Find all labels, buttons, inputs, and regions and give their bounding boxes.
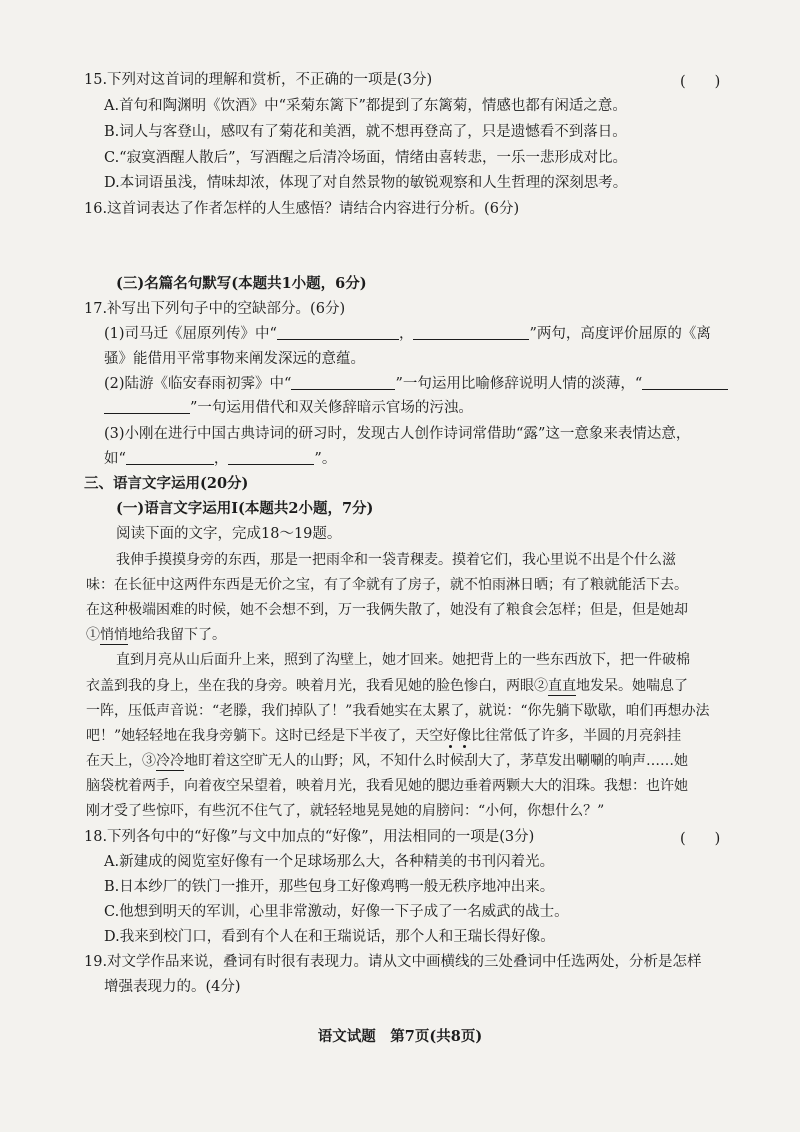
q17-item3-text-b: 如“ — [104, 451, 126, 467]
q17-item3-text-c: ， — [213, 451, 229, 467]
q18-answer-parentheses: ( ) — [680, 831, 721, 847]
passage-p2-line2-b: 地发呆。她喘息了 — [576, 678, 688, 694]
q17-item1-line2: 骚》能借用平常事物来阐发深远的意蕴。 — [104, 351, 365, 367]
passage-p2-line5-b: 地盯着这空旷无人的山野；风，不知什么时候刮大了，茅草发出唰唰的响声……她 — [184, 753, 688, 769]
q17-item3-text-d: ”。 — [314, 451, 337, 467]
passage-p2-line1: 直到月亮从山后面升上来，照到了沟壁上，她才回来。她把背上的一些东西放下，把一件破棉 — [116, 652, 690, 668]
q15-option-c: C.“寂寞酒醒人散后”，写酒醒之后清冷场面，情绪由喜转悲，一乐一悲形成对比。 — [104, 150, 628, 166]
q15-stem: 15.下列对这首词的理解和赏析，不正确的一项是(3分) — [84, 72, 433, 88]
dotted-word-xiang: 像 — [457, 728, 472, 744]
passage-p1-line1: 我伸手摸摸身旁的东西，那是一把雨伞和一袋青稞麦。摸着它们，我心里说不出是个什么滋 — [116, 552, 676, 568]
q18-option-d: D.我来到校门口，看到有个人在和王瑞说话，那个人和王瑞长得好像。 — [104, 929, 555, 945]
q15-option-b: B.词人与客登山，感叹有了菊花和美酒，就不想再登高了，只是遗憾看不到落日。 — [104, 124, 627, 140]
passage-p1-line2: 味：在长征中这两件东西是无价之宝，有了伞就有了房子，就不怕雨淋日晒；有了粮就能活下去。 — [86, 577, 688, 593]
marker-2: ② — [534, 678, 548, 694]
reading-intro: 阅读下面的文字，完成18～19题。 — [116, 526, 342, 542]
q17-item2-text-a: (2)陆游《临安春雨初霁》中“ — [104, 376, 292, 392]
q17-blank-1[interactable] — [277, 324, 399, 340]
q17-blank-5[interactable] — [126, 449, 214, 465]
q18-option-a: A.新建成的阅览室好像有一个足球场那么大，各种精美的书刊闪着光。 — [104, 854, 555, 870]
passage-p2-line2 — [86, 676, 688, 696]
q17-item2-line1 — [104, 374, 728, 394]
q19-stem-line1: 19.对文学作品来说，叠词有时很有表现力。请从文中画横线的三处叠词中任选两处，分析是怎样 — [84, 954, 702, 970]
underlined-reduplication-2: 直直 — [548, 678, 576, 694]
q18-stem: 18.下列各句中的“好像”与文中加点的“好像”，用法相同的一项是(3分) — [84, 829, 535, 845]
q18-option-b: B.日本纱厂的铁门一推开，那些包身工好像鸡鸭一般无秩序地冲出来。 — [104, 879, 555, 895]
q17-item3-line1: (3)小刚在进行中国古典诗词的研习时，发现古人创作诗词常借助“露”这一意象来表情达意， — [104, 426, 691, 442]
marker-1: ① — [86, 627, 100, 643]
q17-stem: 17.补写出下列句子中的空缺部分。(6分) — [84, 301, 346, 317]
part3-heading: 三、语言文字运用(20分) — [84, 475, 249, 492]
passage-p2-line6: 脑袋枕着两手，向着夜空呆望着，映着月光，我看见她的腮边垂着两颗大大的泪珠。我想：也许她 — [86, 778, 688, 794]
q15-option-a: A.首句和陶渊明《饮酒》中“采菊东篱下”都提到了东篱菊，情感也都有闲适之意。 — [104, 98, 627, 114]
q17-item2-line2 — [104, 398, 473, 418]
q17-item1-text-b: ， — [398, 326, 414, 342]
q18-option-c: C.他想到明天的军训，心里非常激动，好像一下子成了一名威武的战士。 — [104, 904, 569, 920]
section-famous-quotes-heading: (三)名篇名句默写(本题共1小题，6分) — [116, 275, 367, 292]
q16-stem: 16.这首词表达了作者怎样的人生感悟？请结合内容进行分析。(6分) — [84, 201, 520, 217]
dotted-word-hao: 好 — [443, 728, 458, 744]
q17-item3-line2 — [104, 449, 336, 469]
underlined-reduplication-3: 冷冷 — [156, 753, 184, 769]
passage-p2-line5 — [86, 751, 688, 771]
passage-p2-line4 — [86, 726, 681, 746]
q17-item1-line1 — [104, 324, 711, 344]
passage-p1-line3: 在这种极端困难的时候，她不会想不到，万一我俩失散了，她没有了粮食会怎样；但是，但是她却 — [86, 602, 688, 618]
q15-option-d: D.本词语虽浅，情味却浓，体现了对自然景物的敏锐观察和人生哲理的深刻思考。 — [104, 175, 628, 191]
passage-p2-line7: 刚才受了些惊吓，有些沉不住气了，就轻轻地晃晃她的肩膀问：“小何，你想什么？” — [86, 803, 605, 819]
part3-sub1-heading: (一)语言文字运用Ⅰ(本题共2小题，7分) — [116, 500, 374, 517]
marker-3: ③ — [142, 753, 156, 769]
q17-item1-text-c: ”两句，高度评价屈原的《离 — [529, 326, 711, 342]
passage-p2-line4-a: 吧！”她轻轻地在我身旁躺下。这时已经是下半夜了，天空 — [86, 728, 444, 744]
underlined-reduplication-1: 悄悄 — [100, 627, 128, 643]
q17-item2-text-c: ”一句运用借代和双关修辞暗示官场的污浊。 — [190, 400, 473, 416]
passage-p2-line4-b: 比往常低了许多，半圆的月亮斜挂 — [471, 728, 682, 744]
passage-p1-line4-rest: 地给我留下了。 — [128, 627, 226, 643]
q15-answer-parentheses: ( ) — [680, 74, 721, 90]
q17-item2-text-b: ”一句运用比喻修辞说明人情的淡薄，“ — [395, 376, 643, 392]
page-footer: 语文试题 第7页(共8页) — [317, 1028, 483, 1045]
q17-blank-6[interactable] — [228, 449, 314, 465]
passage-p2-line5-a: 在天上， — [86, 753, 142, 769]
passage-p2-line2-a: 衣盖到我的身上，坐在我的身旁。映着月光，我看见她的脸色惨白，两眼 — [86, 678, 534, 694]
q17-item1-text-a: (1)司马迁《屈原列传》中“ — [104, 326, 277, 342]
q17-blank-2[interactable] — [413, 324, 529, 340]
q19-stem-line2: 增强表现力的。(4分) — [104, 979, 241, 995]
q17-blank-4[interactable] — [642, 374, 728, 390]
passage-p2-line3: 一阵，压低声音说：“老滕，我们掉队了！”我看她实在太累了，就说：“你先躺下歇歇，咱们再想办法 — [86, 703, 710, 719]
q17-blank-4-cont[interactable] — [104, 398, 190, 414]
passage-p1-line4 — [86, 625, 226, 645]
q17-blank-3[interactable] — [291, 374, 395, 390]
